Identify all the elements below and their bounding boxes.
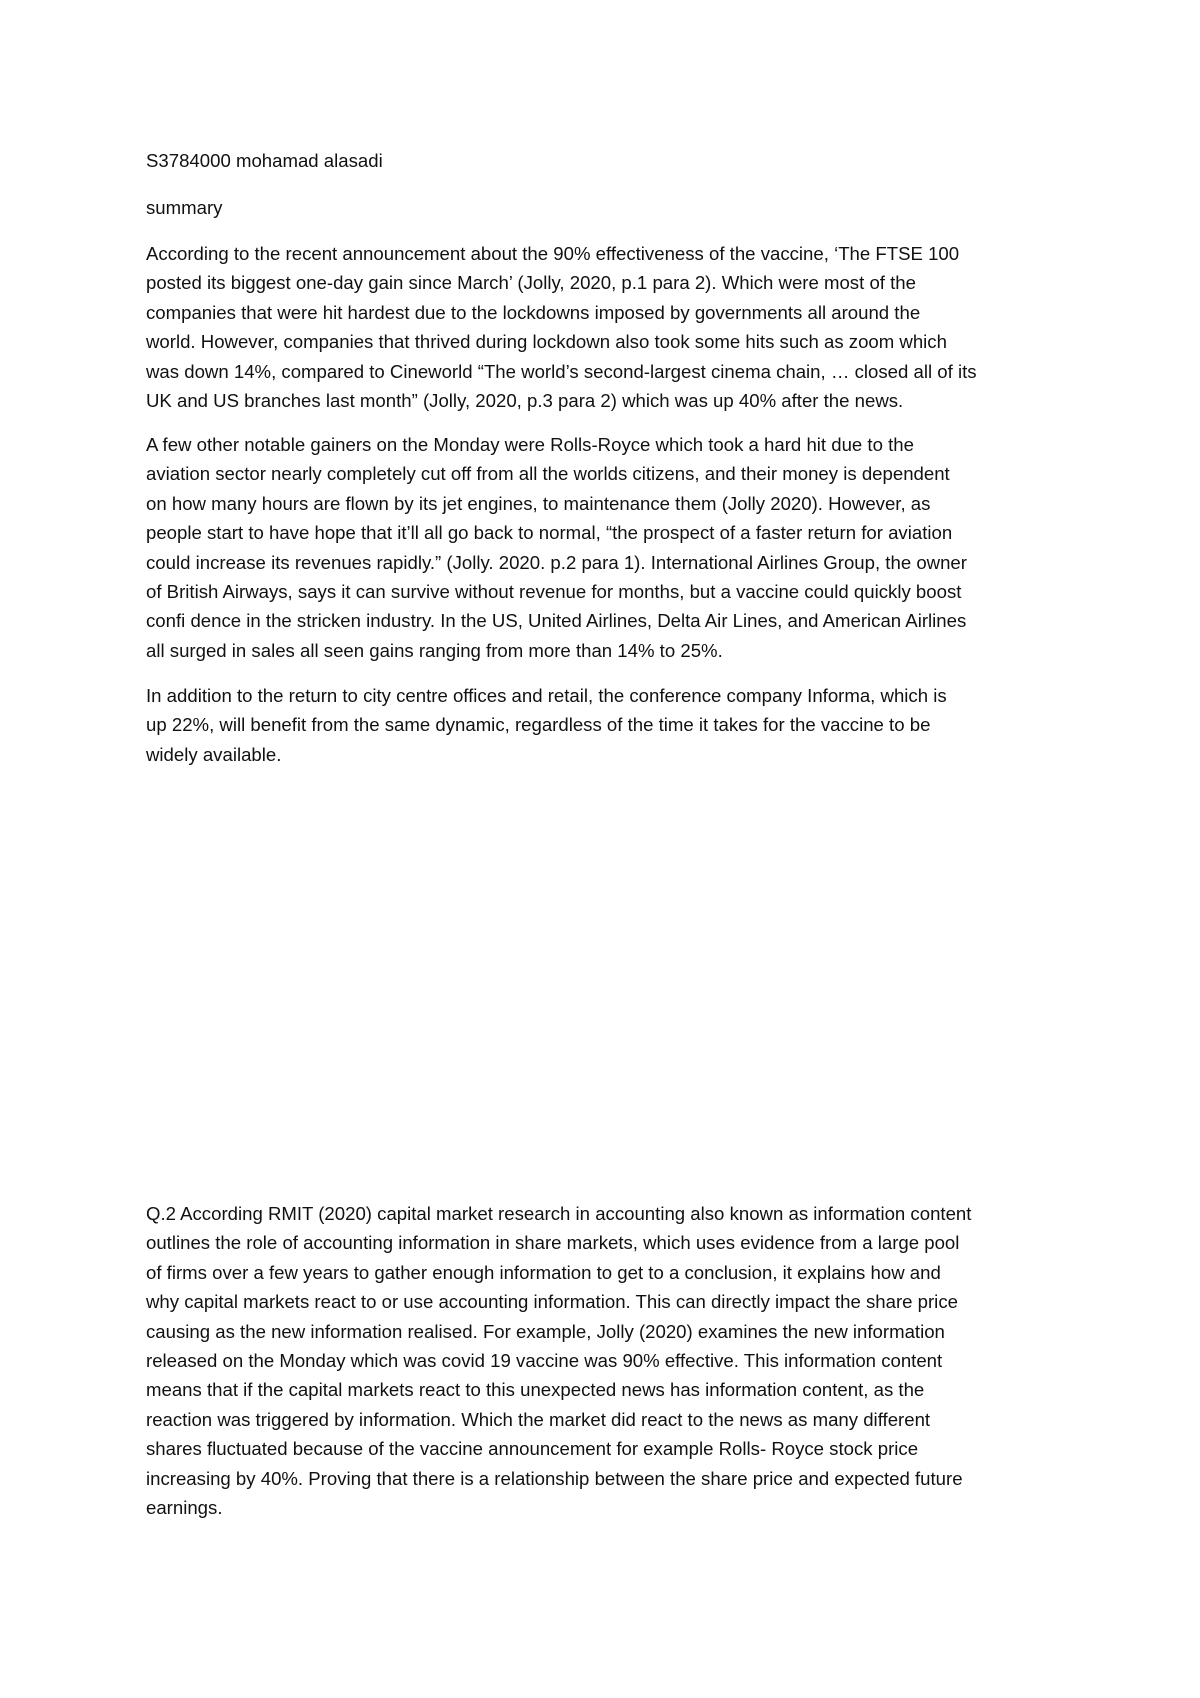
paragraph-line: on how many hours are flown by its jet engines, to maintenance them (Jolly 2020). However, as — [146, 492, 931, 514]
section-title-block — [146, 193, 1066, 222]
paragraph-line: reaction was triggered by information. Which the market did react to the news as many different — [146, 1408, 931, 1430]
paragraph-line: outlines the role of accounting information in share markets, which uses evidence from a large pool — [146, 1232, 960, 1254]
paragraph-line: was down 14%, compared to Cineworld “The world’s second-largest cinema chain, … closed all of its — [146, 360, 977, 382]
paragraph-line: shares fluctuated because of the vaccine announcement for example Rolls- Royce stock price — [146, 1438, 919, 1460]
paragraph-line: posted its biggest one-day gain since March’ (Jolly, 2020, p.1 para 2). Which were most of the — [146, 272, 916, 294]
paragraph-line: In addition to the return to city centre offices and retail, the conference company Informa, which is — [146, 685, 947, 706]
paragraph-line: could increase its revenues rapidly.” (Jolly. 2020. p.2 para 1). International Airlines Group, the owner — [146, 551, 967, 573]
paragraph-line: of British Airways, says it can survive without revenue for months, but a vaccine could quickly boost — [146, 581, 962, 603]
summary-paragraph-1 — [146, 239, 1066, 415]
paragraph-line: all surged in sales all seen gains ranging from more than 14% to 25%. — [146, 639, 723, 661]
document-header — [146, 146, 1066, 175]
section-title: summary — [146, 197, 223, 218]
summary-paragraph-3 — [146, 681, 1066, 769]
summary-paragraph-2 — [146, 430, 1066, 665]
paragraph-line: up 22%, will benefit from the same dynamic, regardless of the time it takes for the vaccine to be — [146, 714, 931, 736]
paragraph-line: released on the Monday which was covid 19 vaccine was 90% effective. This information content — [146, 1350, 943, 1372]
paragraph-line: earnings. — [146, 1497, 223, 1519]
paragraph-line: A few other notable gainers on the Monday were Rolls-Royce which took a hard hit due to the — [146, 434, 914, 455]
question-2-paragraph — [146, 1199, 1066, 1522]
paragraph-line: UK and US branches last month” (Jolly, 2020, p.3 para 2) which was up 40% after the news. — [146, 390, 904, 412]
paragraph-line: According to the recent announcement about the 90% effectiveness of the vaccine, ‘The FTSE 100 — [146, 243, 960, 264]
paragraph-line: causing as the new information realised. For example, Jolly (2020) examines the new information — [146, 1320, 945, 1342]
paragraph-line: of firms over a few years to gather enough information to get to a conclusion, it explains how and — [146, 1261, 941, 1283]
student-id-name: S3784000 mohamad alasadi — [146, 150, 383, 171]
paragraph-line: why capital markets react to or use accounting information. This can directly impact the share price — [146, 1291, 958, 1313]
paragraph-line: people start to have hope that it’ll all go back to normal, “the prospect of a faster return for aviation — [146, 522, 953, 544]
paragraph-line: aviation sector nearly completely cut off from all the worlds citizens, and their money is dependent — [146, 463, 950, 485]
paragraph-line: widely available. — [146, 743, 282, 765]
paragraph-line: companies that were hit hardest due to the lockdowns imposed by governments all around the — [146, 301, 921, 323]
paragraph-line: means that if the capital markets react to this unexpected news has information content, as the — [146, 1379, 925, 1401]
paragraph-line: world. However, companies that thrived during lockdown also took some hits such as zoom which — [146, 331, 947, 353]
paragraph-line: increasing by 40%. Proving that there is a relationship between the share price and expected future — [146, 1467, 963, 1489]
paragraph-line: Q.2 According RMIT (2020) capital market research in accounting also known as information content — [146, 1203, 972, 1224]
paragraph-line: confi dence in the stricken industry. In the US, United Airlines, Delta Air Lines, and American Airlines — [146, 610, 967, 632]
